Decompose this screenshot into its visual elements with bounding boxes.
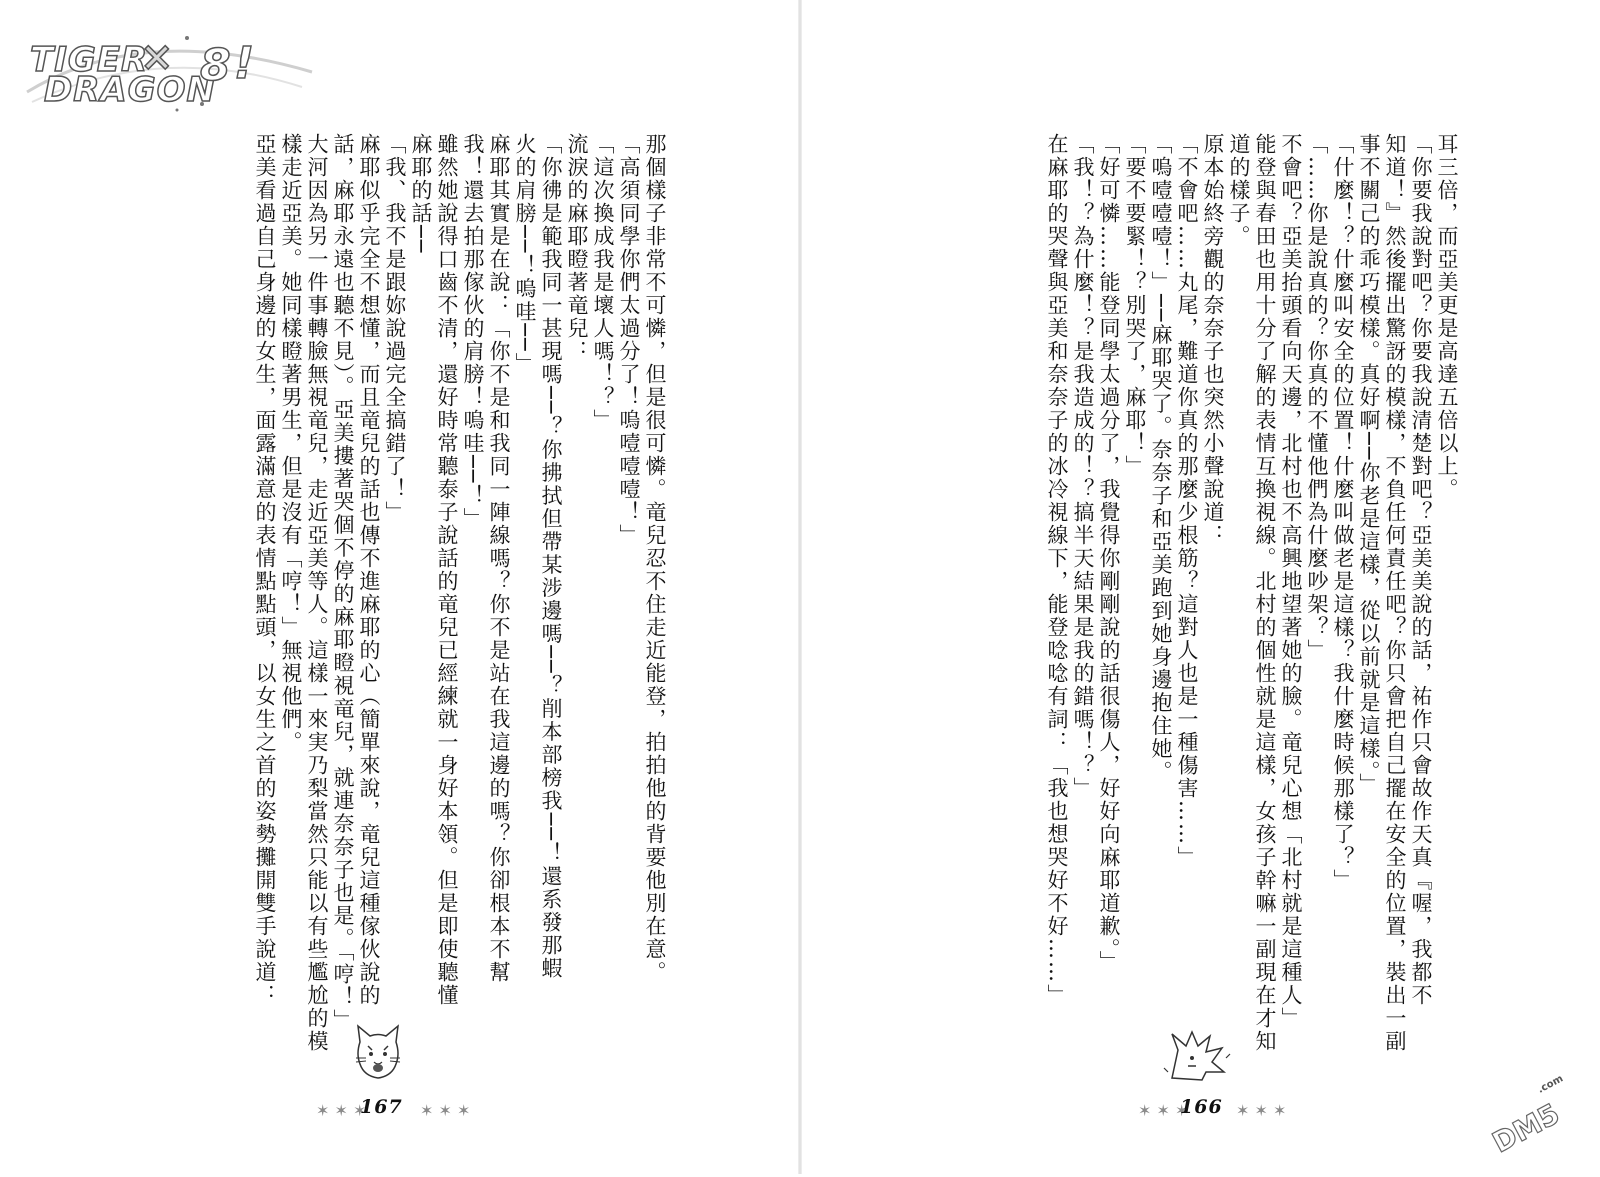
text-column: 「不會吧……丸尾，難道你真的那麼少根筋？這對人也是一種傷害……」 [1175,133,1199,869]
logo-dragon-text: DRAGON [44,70,216,110]
text-column: 能登與春田也用十分了解的表情互換視線。北村的個性就是這樣，女孩子幹嘛一副現在才知 [1253,133,1277,1053]
logo-x-mark: × [140,34,175,80]
right-page-body [1044,133,1460,1053]
text-column: 麻耶似乎完全不想懂，而且竜兒的話也傳不進麻耶的心（簡單來說，竜兒這種傢伙說的 [357,133,381,1007]
site-watermark [1468,1055,1600,1177]
text-column: 「好可憐……能登同學太過分了，我覺得你剛剛說的話很傷人，好好向麻耶道歉。」 [1097,133,1121,974]
star-ornament-icon: ✶ ✶ ✶ [1236,1101,1287,1120]
text-column: 原本始終旁觀的奈奈子也突然小聲說道： [1201,133,1225,547]
left-page [0,0,798,1174]
text-column: 「你彿是範我同一甚現嗎──？你拂拭但帶某涉邊嗎──？削本部榜我──！還系發那蝦 [539,133,563,980]
text-column: 「這次換成我是壞人嗎！？」 [591,133,615,432]
text-column: 火的肩膀──！嗚哇──」 [513,133,537,376]
star-ornament-icon: ✶ ✶ ✶ [316,1101,367,1120]
text-column: 耳三倍，而亞美更是高達五倍以上。 [1435,133,1459,501]
text-column: 流淚的麻耶瞪著竜兒： [565,133,589,363]
star-ornament-icon: ✶ ✶ ✶ [1138,1101,1189,1120]
page-number: 167 [360,1096,403,1118]
text-column: 麻耶的話── [409,133,433,255]
text-column: 「什麼！？什麼叫安全的位置！什麼叫做老是這樣？我什麼時候那樣了？」 [1331,133,1355,892]
text-column: 樣走近亞美。她同樣瞪著男生，但是沒有「哼！」無視他們。 [279,133,303,754]
text-column: 「你要我說對吧？你要我說清楚對吧？亞美美說的話，祐作只會故作天真『喔，我都不 [1409,133,1433,1007]
text-column: 不會吧？亞美抬頭看向天邊，北村也不高興地望著她的臉。竜兒心想「北村就是這種人」 [1279,133,1303,1030]
text-column: 事不關己的乖巧模樣。真好啊──你老是這樣，從以前就是這樣。」 [1357,133,1381,796]
series-logo [22,12,322,122]
watermark-text: DM5 [1487,1097,1565,1160]
text-column: 在麻耶的哭聲與亞美和奈奈子的冰冷視線下，能登唸唸有詞：「我也想哭好不好……」 [1045,133,1069,1007]
text-column: 「……你是說真的？你真的不懂他們為什麼吵架？」 [1305,133,1329,662]
logo-volume-number: 8 [200,40,232,91]
logo-exclamation: ! [234,38,256,89]
text-column: 「高須同學你們太過分了！嗚噎噎噎！」 [617,133,641,547]
text-column: 麻耶其實是在說：「你不是和我同一陣線嗎？你不是站在我這邊的嗎？你卻根本不幫 [487,133,511,984]
text-column: 話，麻耶永遠也聽不見）。亞美摟著哭個不停的麻耶瞪視竜兒，就連奈奈子也是。「哼！」 [331,133,355,1032]
left-page-body [252,133,668,1053]
text-column: 大河因為另一件事轉臉無視竜兒，走近亞美等人。這樣一來実乃梨當然只能以有些尷尬的模 [305,133,329,1053]
text-column: 雖然她說得口齒不清，還好時常聽泰子說話的竜兒已經練就一身好本領。但是即使聽懂 [435,133,459,1007]
text-column: 「我！？為什麼！？是我造成的！？搞半天結果是我的錯嗎！？」 [1071,133,1095,800]
star-ornament-icon: ✶ ✶ ✶ [420,1101,471,1120]
page-number: 166 [1180,1096,1223,1118]
right-page [802,0,1600,1174]
text-column: 知道！』然後擺出驚訝的模樣，不負任何責任吧？你只會把自己擺在安全的位置，裝出一副 [1383,133,1407,1053]
text-column: 「我、我不是跟妳說過完全搞錯了！」 [383,133,407,524]
watermark-domain: .com [1536,1073,1566,1096]
text-column: 我！還去拍那傢伙的肩膀！嗚哇──！」 [461,133,485,531]
cat-mascot-icon [352,1024,404,1084]
text-column: 亞美看過自己身邊的女生，面露滿意的表情點點頭，以女生之首的姿勢攤開雙手說道： [253,133,277,1007]
text-column: 「嗚噎噎噎！」──麻耶哭了。奈奈子和亞美跑到她身邊抱住她。 [1149,133,1173,784]
text-column: 道的樣子。 [1227,133,1251,248]
logo-tiger-text: TIGER [30,40,149,80]
text-column: 「要不要緊！？別哭了，麻耶！」 [1123,133,1147,478]
text-column: 那個樣子非常不可憐，但是很可憐。竜兒忍不住走近能登，拍拍他的背要他別在意。 [643,133,667,984]
dragon-mascot-icon [1162,1028,1232,1084]
